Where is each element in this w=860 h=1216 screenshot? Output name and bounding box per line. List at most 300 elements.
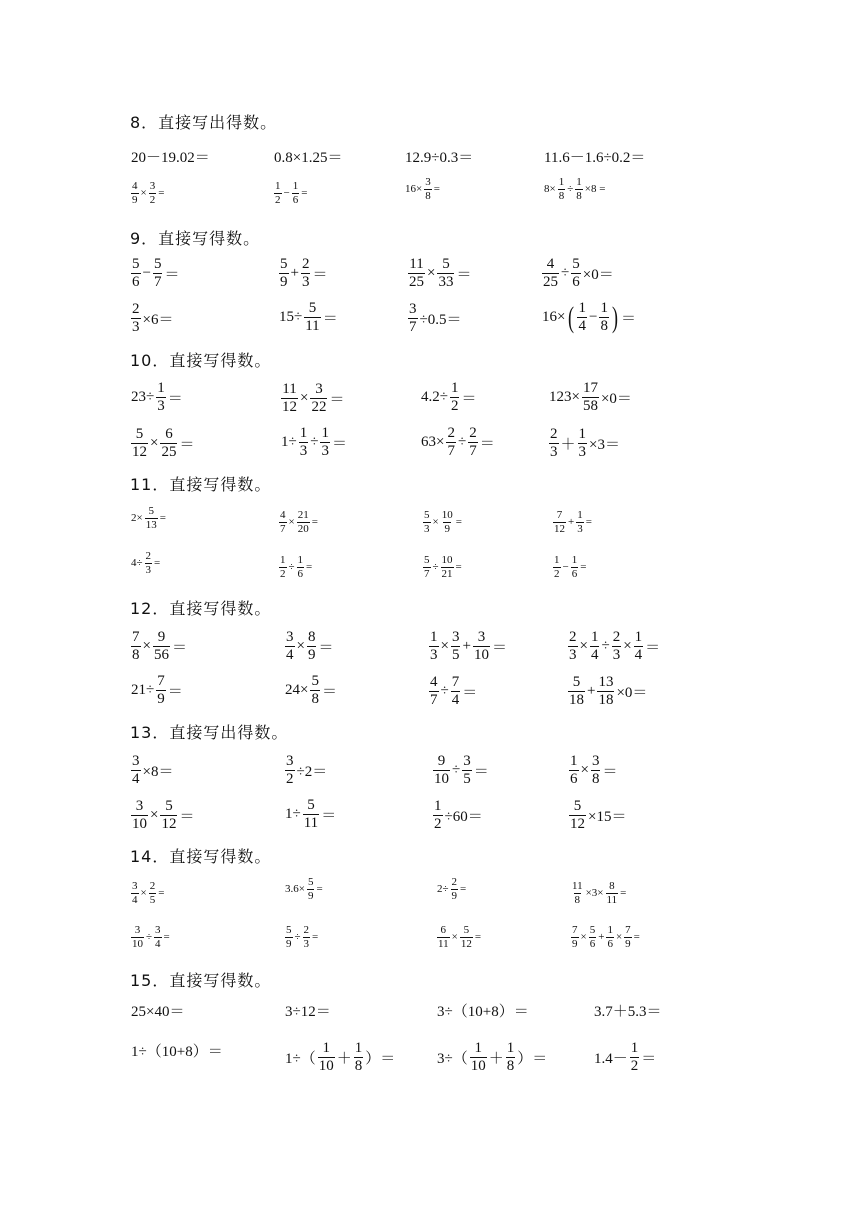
fraction-numerator: 4 bbox=[280, 509, 286, 521]
expression-text: ÷ bbox=[432, 561, 439, 574]
fraction-numerator: 5 bbox=[132, 256, 140, 272]
fraction-denominator: 9 bbox=[307, 647, 316, 664]
math-expression bbox=[404, 146, 474, 167]
fraction-numerator: 1 bbox=[434, 798, 442, 814]
expression-text: 25×40＝ bbox=[131, 1004, 185, 1020]
fraction-numerator: 1 bbox=[275, 180, 281, 192]
expression-text: ÷ bbox=[561, 265, 570, 282]
expression-text: ÷ bbox=[146, 931, 153, 944]
expression-text: 123× bbox=[549, 389, 580, 406]
problem-item bbox=[273, 176, 308, 206]
expression-text: 3÷12＝ bbox=[285, 1004, 331, 1020]
fraction-denominator: 4 bbox=[155, 937, 161, 950]
fraction bbox=[429, 674, 439, 710]
fraction-denominator: 5 bbox=[463, 771, 471, 788]
fraction bbox=[553, 509, 566, 535]
problem-item bbox=[593, 1040, 657, 1076]
problem-item bbox=[422, 505, 463, 535]
problem-item bbox=[278, 505, 319, 535]
math-expression bbox=[552, 509, 593, 535]
math-expression bbox=[130, 629, 188, 665]
expression-text: ×3＝ bbox=[589, 437, 620, 454]
fraction-denominator: 8 bbox=[311, 691, 319, 708]
expression-text: ＝ bbox=[164, 267, 180, 284]
fraction-denominator: 2 bbox=[149, 193, 156, 206]
expression-text: ＝ bbox=[331, 436, 347, 453]
problem-item bbox=[407, 255, 472, 292]
fraction-denominator: 11 bbox=[303, 815, 319, 832]
fraction bbox=[131, 753, 141, 789]
problem-item bbox=[284, 752, 328, 789]
fraction-denominator: 4 bbox=[634, 647, 643, 664]
fraction-denominator: 8 bbox=[576, 189, 582, 202]
fraction bbox=[429, 629, 439, 665]
expression-text: ＝ bbox=[456, 267, 472, 284]
fraction bbox=[424, 176, 432, 202]
fraction-denominator: 2 bbox=[434, 816, 442, 833]
fraction bbox=[292, 180, 300, 206]
expression-text: ÷2＝ bbox=[296, 764, 328, 781]
fraction-denominator: 12 bbox=[282, 399, 297, 416]
math-expression bbox=[280, 425, 348, 461]
math-expression bbox=[130, 1000, 185, 1021]
expression-text: ＝ bbox=[179, 437, 195, 454]
fraction-numerator: 13 bbox=[598, 674, 614, 690]
fraction-numerator: 5 bbox=[589, 924, 596, 936]
fraction bbox=[553, 554, 561, 580]
math-expression bbox=[420, 380, 478, 416]
fraction-denominator: 10 bbox=[434, 771, 449, 788]
fraction-numerator: 1 bbox=[558, 176, 565, 188]
fraction-denominator: 6 bbox=[570, 771, 578, 788]
fraction-denominator: 21 bbox=[441, 567, 453, 580]
math-expression bbox=[567, 674, 648, 710]
fraction-numerator: 5 bbox=[148, 505, 154, 517]
problem-item bbox=[284, 797, 337, 833]
fraction-denominator: 3 bbox=[569, 647, 577, 664]
problem-item bbox=[284, 1040, 396, 1076]
math-expression bbox=[568, 798, 627, 834]
expression-text: 2× bbox=[131, 512, 143, 525]
fraction-denominator: 2 bbox=[280, 567, 286, 580]
fraction-denominator: 9 bbox=[286, 937, 292, 950]
math-expression bbox=[284, 1040, 396, 1076]
math-expression bbox=[278, 300, 339, 336]
problem-item bbox=[278, 255, 328, 292]
fraction-denominator: 8 bbox=[574, 893, 581, 906]
math-expression bbox=[130, 753, 174, 789]
math-expression bbox=[548, 380, 633, 416]
expression-text: ×15＝ bbox=[588, 809, 627, 826]
fraction-denominator: 4 bbox=[451, 692, 460, 709]
fraction-denominator: 7 bbox=[153, 274, 162, 291]
expression-text: ÷ bbox=[567, 183, 574, 196]
math-expression bbox=[284, 797, 337, 833]
expression-text: ＝ bbox=[620, 311, 636, 328]
math-expression bbox=[130, 301, 174, 337]
expression-text: ＝ bbox=[479, 436, 495, 453]
problem-item bbox=[428, 673, 478, 710]
fraction-numerator: 6 bbox=[440, 924, 447, 936]
fraction bbox=[303, 924, 311, 950]
problem-item bbox=[552, 550, 587, 580]
fraction-numerator: 8 bbox=[609, 880, 615, 892]
problem-item bbox=[280, 425, 348, 461]
expression-text: × bbox=[580, 931, 587, 944]
fraction-denominator: 11 bbox=[438, 937, 449, 950]
fraction bbox=[473, 629, 490, 665]
math-expression bbox=[428, 629, 508, 665]
math-expression bbox=[407, 301, 462, 337]
fraction-numerator: 9 bbox=[157, 629, 166, 645]
expression-text: × bbox=[296, 638, 305, 655]
math-expression bbox=[593, 1040, 657, 1076]
fraction-numerator: 9 bbox=[437, 753, 446, 769]
fraction-denominator: 12 bbox=[161, 816, 177, 833]
expression-text: 16× bbox=[542, 309, 566, 326]
expression-text: ÷ bbox=[294, 931, 301, 944]
fraction-denominator: 9 bbox=[157, 691, 165, 708]
problem-item bbox=[568, 752, 618, 789]
expression-text: = bbox=[159, 512, 166, 525]
expression-text: 3÷（ bbox=[437, 1051, 468, 1068]
fraction-numerator: 3 bbox=[425, 176, 431, 188]
fraction-denominator: 11 bbox=[606, 893, 618, 906]
fraction-numerator: 7 bbox=[556, 509, 563, 521]
expression-text: 0.8×1.25＝ bbox=[274, 150, 343, 166]
expression-text: ÷60＝ bbox=[444, 809, 483, 826]
fraction-numerator: 5 bbox=[307, 797, 315, 813]
math-expression bbox=[284, 1000, 332, 1021]
expression-text: = bbox=[633, 931, 640, 944]
expression-text: − bbox=[142, 265, 151, 282]
fraction-numerator: 1 bbox=[590, 629, 599, 645]
fraction-numerator: 5 bbox=[307, 876, 314, 888]
section-heading: 11．直接写得数。 bbox=[130, 475, 272, 494]
fraction-numerator: 5 bbox=[424, 554, 430, 566]
fraction-numerator: 1 bbox=[450, 380, 459, 396]
math-expression bbox=[432, 798, 484, 834]
fraction-denominator: 2 bbox=[554, 567, 560, 580]
expression-text: 8× bbox=[544, 183, 556, 196]
fraction bbox=[160, 798, 177, 834]
fraction-numerator: 3 bbox=[477, 629, 486, 645]
problem-item bbox=[130, 673, 184, 709]
fraction bbox=[131, 256, 141, 292]
expression-text: 12.9÷0.3＝ bbox=[405, 150, 474, 166]
fraction-numerator: 1 bbox=[354, 1040, 363, 1056]
fraction bbox=[285, 753, 295, 789]
fraction-numerator: 5 bbox=[463, 924, 470, 936]
fraction-numerator: 1 bbox=[474, 1040, 482, 1056]
fraction bbox=[634, 629, 644, 665]
fraction-numerator: 2 bbox=[303, 924, 310, 936]
expression-text: ×0＝ bbox=[600, 391, 632, 408]
fraction bbox=[433, 753, 450, 789]
fraction-denominator: 3 bbox=[303, 937, 310, 950]
problem-item bbox=[567, 673, 648, 710]
fraction bbox=[408, 301, 418, 337]
fraction-numerator: 3 bbox=[315, 381, 323, 397]
fraction-denominator: 25 bbox=[161, 444, 177, 461]
fraction-denominator: 3 bbox=[430, 647, 438, 664]
fraction bbox=[630, 1040, 640, 1076]
fraction bbox=[446, 425, 456, 461]
problem-item bbox=[130, 876, 165, 906]
expression-text: × bbox=[300, 390, 309, 407]
expression-text: × bbox=[142, 638, 151, 655]
expression-text: = bbox=[455, 516, 462, 529]
fraction bbox=[468, 425, 478, 461]
fraction-numerator: 1 bbox=[299, 425, 308, 441]
expression-text: = bbox=[580, 561, 587, 574]
math-expression bbox=[284, 753, 328, 789]
fraction-numerator: 3 bbox=[149, 180, 156, 192]
fraction-denominator: 7 bbox=[280, 522, 286, 535]
math-expression bbox=[541, 256, 615, 292]
problem-item bbox=[130, 1040, 224, 1061]
expression-text: × bbox=[140, 187, 147, 200]
fraction bbox=[568, 629, 578, 665]
expression-text: = bbox=[158, 187, 165, 200]
expression-text: ＝ bbox=[473, 764, 489, 781]
fraction-numerator: 5 bbox=[573, 798, 582, 814]
math-expression bbox=[284, 876, 324, 902]
fraction-numerator: 1 bbox=[322, 1040, 330, 1056]
expression-text: + bbox=[587, 683, 596, 700]
fraction bbox=[575, 176, 583, 202]
right-paren: ) bbox=[611, 300, 618, 334]
fraction-numerator: 3 bbox=[409, 301, 417, 317]
expression-text: ×0＝ bbox=[582, 267, 614, 284]
problem-item bbox=[567, 628, 661, 665]
expression-text: = bbox=[312, 931, 319, 944]
fraction-numerator: 7 bbox=[157, 673, 165, 689]
fraction bbox=[591, 753, 601, 789]
section-heading: 14．直接写得数。 bbox=[130, 847, 272, 866]
expression-text: ＝ bbox=[167, 684, 183, 701]
math-expression bbox=[432, 753, 490, 789]
fraction-denominator: 9 bbox=[451, 889, 458, 902]
fraction-numerator: 1 bbox=[157, 380, 165, 396]
fraction-denominator: 8 bbox=[506, 1058, 515, 1075]
fraction-denominator: 25 bbox=[543, 274, 558, 291]
fraction-denominator: 13 bbox=[145, 518, 157, 531]
math-expression bbox=[436, 876, 467, 902]
fraction bbox=[131, 924, 144, 950]
fraction bbox=[408, 256, 425, 292]
expression-text: × bbox=[150, 435, 159, 452]
fraction bbox=[131, 880, 139, 906]
expression-text: ×6＝ bbox=[142, 312, 174, 329]
fraction-denominator: 9 bbox=[132, 193, 138, 206]
fraction bbox=[131, 426, 148, 462]
fraction-denominator: 5 bbox=[149, 893, 156, 906]
math-expression bbox=[278, 509, 319, 535]
fraction-denominator: 9 bbox=[307, 889, 314, 902]
expression-text: ÷ bbox=[457, 434, 467, 451]
expression-text: ÷ bbox=[310, 434, 319, 451]
fraction bbox=[279, 509, 287, 535]
fraction-denominator: 8 bbox=[425, 189, 431, 202]
expression-text: − bbox=[562, 561, 569, 574]
expression-text: 2÷ bbox=[437, 883, 449, 896]
expression-text: ÷ bbox=[601, 638, 610, 655]
problem-item bbox=[280, 380, 345, 417]
expression-text: 24× bbox=[285, 682, 309, 699]
expression-text: = bbox=[460, 883, 467, 896]
problem-item bbox=[284, 1000, 332, 1021]
section-heading: 15．直接写得数。 bbox=[130, 971, 272, 990]
fraction bbox=[297, 509, 310, 535]
math-expression bbox=[130, 146, 211, 167]
expression-text: 1÷ bbox=[281, 434, 297, 451]
expression-text: ＝ bbox=[179, 809, 195, 826]
math-expression bbox=[130, 380, 184, 416]
math-expression bbox=[130, 180, 165, 206]
problem-item bbox=[130, 380, 184, 416]
expression-text: ＝ bbox=[312, 267, 328, 284]
fraction-denominator: 12 bbox=[570, 816, 585, 833]
problem-item bbox=[548, 380, 633, 416]
fraction bbox=[423, 509, 431, 535]
fraction bbox=[145, 550, 153, 576]
problem-item bbox=[130, 920, 171, 950]
fraction-denominator: 10 bbox=[132, 816, 147, 833]
fraction bbox=[606, 924, 614, 950]
fraction-numerator: 5 bbox=[424, 509, 430, 521]
math-expression bbox=[548, 426, 621, 462]
fraction-numerator: 3 bbox=[463, 753, 471, 769]
fraction bbox=[423, 554, 431, 580]
math-expression bbox=[543, 176, 606, 202]
expression-text: × bbox=[427, 265, 436, 282]
fraction-denominator: 3 bbox=[301, 274, 310, 291]
fraction-numerator: 4 bbox=[546, 256, 555, 272]
fraction-numerator: 5 bbox=[280, 256, 288, 272]
expression-text: = bbox=[301, 187, 308, 200]
expression-text: = bbox=[433, 183, 440, 196]
fraction-numerator: 3 bbox=[591, 753, 600, 769]
expression-text: = bbox=[158, 887, 165, 900]
problem-item bbox=[436, 876, 467, 902]
fraction-numerator: 1 bbox=[578, 300, 586, 316]
expression-text: 3÷（10+8）＝ bbox=[437, 1004, 529, 1020]
fraction bbox=[589, 924, 597, 950]
expression-text: ＝ bbox=[641, 1051, 657, 1068]
expression-text: ×0＝ bbox=[616, 685, 648, 702]
fraction-denominator: 2 bbox=[275, 193, 281, 206]
section-heading: 12．直接写得数。 bbox=[130, 599, 272, 618]
fraction-numerator: 2 bbox=[301, 256, 310, 272]
expression-text: × bbox=[140, 887, 147, 900]
math-expression bbox=[570, 924, 641, 950]
math-expression bbox=[273, 180, 308, 206]
fraction-denominator: 10 bbox=[132, 937, 143, 950]
math-expression bbox=[273, 146, 343, 167]
fraction-numerator: 1 bbox=[297, 554, 304, 566]
fraction-numerator: 1 bbox=[506, 1040, 515, 1056]
fraction bbox=[154, 924, 162, 950]
expression-text: × bbox=[580, 762, 589, 779]
fraction-denominator: 9 bbox=[572, 937, 578, 950]
expression-text: ＝ bbox=[171, 640, 187, 657]
expression-text: 3.6× bbox=[285, 883, 305, 896]
fraction bbox=[145, 505, 158, 531]
math-expression bbox=[130, 550, 161, 576]
math-expression bbox=[130, 256, 180, 292]
fraction-numerator: 3 bbox=[155, 924, 161, 936]
fraction-denominator: 4 bbox=[286, 647, 294, 664]
fraction bbox=[285, 924, 293, 950]
fraction-denominator: 8 bbox=[591, 771, 600, 788]
fraction bbox=[576, 509, 584, 535]
expression-text: ）＝ bbox=[365, 1051, 396, 1068]
fraction bbox=[131, 180, 139, 206]
problem-item bbox=[284, 920, 319, 950]
expression-text: = bbox=[316, 883, 323, 896]
fraction-denominator: 8 bbox=[558, 189, 565, 202]
fraction-numerator: 3 bbox=[132, 880, 138, 892]
fraction-denominator: 58 bbox=[582, 398, 598, 415]
fraction bbox=[354, 1040, 364, 1076]
expression-text: = bbox=[154, 557, 161, 570]
fraction bbox=[590, 629, 600, 665]
math-expression bbox=[568, 753, 618, 789]
fraction-numerator: 1 bbox=[577, 509, 583, 521]
fraction-denominator: 10 bbox=[470, 1058, 486, 1075]
fraction-denominator: 3 bbox=[299, 443, 308, 460]
fraction-denominator: 8 bbox=[600, 318, 608, 335]
fraction-denominator: 2 bbox=[286, 771, 294, 788]
fraction-denominator: 9 bbox=[625, 937, 631, 950]
fraction bbox=[451, 876, 459, 902]
expression-text: = bbox=[306, 561, 313, 574]
fraction bbox=[451, 674, 461, 710]
fraction-denominator: 20 bbox=[297, 522, 309, 535]
fraction-denominator: 6 bbox=[589, 937, 596, 950]
left-paren: ( bbox=[568, 300, 575, 334]
fraction bbox=[160, 426, 177, 462]
problem-item bbox=[541, 255, 615, 292]
fraction-denominator: 12 bbox=[132, 444, 147, 461]
fraction bbox=[279, 554, 287, 580]
fraction-numerator: 8 bbox=[307, 629, 316, 645]
expression-text: ＝ bbox=[167, 391, 183, 408]
problem-item bbox=[552, 505, 593, 535]
fraction-denominator: 7 bbox=[469, 443, 477, 460]
fraction-numerator: 1 bbox=[570, 753, 578, 769]
fraction-numerator: 6 bbox=[165, 426, 173, 442]
fraction-numerator: 1 bbox=[607, 924, 613, 936]
fraction-numerator: 7 bbox=[132, 629, 140, 645]
expression-text: ×8＝ bbox=[142, 764, 174, 781]
expression-text: ＝ bbox=[462, 685, 478, 702]
fraction bbox=[441, 509, 454, 535]
fraction-numerator: 7 bbox=[572, 924, 578, 936]
fraction-numerator: 17 bbox=[582, 380, 598, 396]
fraction-denominator: 10 bbox=[473, 647, 489, 664]
fraction-numerator: 2 bbox=[132, 301, 140, 317]
fraction-numerator: 5 bbox=[308, 300, 317, 316]
expression-text: = bbox=[620, 887, 627, 900]
fraction-numerator: 2 bbox=[447, 425, 455, 441]
fraction bbox=[569, 798, 586, 834]
expression-text: = bbox=[474, 931, 482, 944]
problem-item bbox=[428, 628, 508, 665]
section-heading: 8．直接写出得数。 bbox=[130, 113, 278, 132]
fraction-numerator: 2 bbox=[145, 550, 152, 562]
